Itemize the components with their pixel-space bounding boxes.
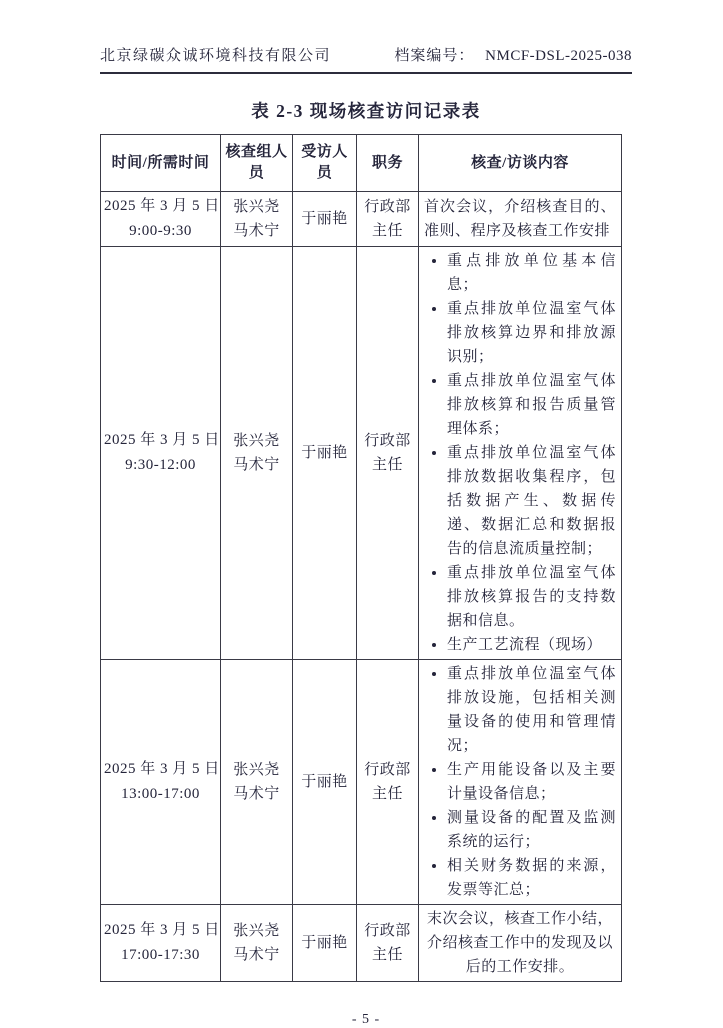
cell-verifiers bbox=[221, 660, 293, 905]
position-line: 主任 bbox=[371, 457, 403, 473]
cell-time bbox=[101, 192, 221, 247]
cell-interviewee: 于丽艳 bbox=[293, 905, 357, 982]
content-text: 末次会议，核查工作小结，介绍核查工作中的发现及以后的工作安排。 bbox=[426, 911, 613, 975]
verifier-name: 马术宁 bbox=[233, 457, 280, 473]
cell-interviewee: 于丽艳 bbox=[293, 660, 357, 905]
content-bullet-item: • 测量设备的配置及监测系统的运行； bbox=[447, 806, 616, 854]
row-time: 13:00-17:00 bbox=[121, 786, 200, 802]
position-line: 行政部 bbox=[364, 923, 411, 939]
cell-time bbox=[101, 247, 221, 660]
cell-content bbox=[419, 905, 622, 982]
record-table-head bbox=[101, 135, 622, 192]
cell-content bbox=[419, 660, 622, 905]
cell-verifiers bbox=[221, 247, 293, 660]
cell-interviewee: 于丽艳 bbox=[293, 247, 357, 660]
verifier-name: 张兴尧 bbox=[233, 762, 280, 778]
record-table bbox=[100, 134, 622, 982]
position-line: 主任 bbox=[371, 947, 403, 963]
cell-time bbox=[101, 905, 221, 982]
verifier-name: 张兴尧 bbox=[233, 199, 280, 215]
record-table-body bbox=[101, 192, 622, 982]
row-time: 9:30-12:00 bbox=[125, 457, 196, 473]
cell-position bbox=[357, 905, 419, 982]
cell-verifiers bbox=[221, 905, 293, 982]
table-row bbox=[101, 247, 622, 660]
verifier-name: 马术宁 bbox=[233, 947, 280, 963]
content-bullet-list bbox=[424, 662, 616, 902]
verifier-name: 张兴尧 bbox=[233, 923, 280, 939]
cell-content bbox=[419, 247, 622, 660]
verifier-name: 马术宁 bbox=[233, 223, 280, 239]
content-bullet-item: • 重点排放单位温室气体排放设施，包括相关测量设备的使用和管理情况； bbox=[447, 662, 616, 758]
col-header-verifiers: 核查组人员 bbox=[221, 135, 293, 192]
position-line: 行政部 bbox=[364, 433, 411, 449]
archive-field bbox=[394, 44, 632, 65]
col-header-content: 核查/访谈内容 bbox=[419, 135, 622, 192]
position-line: 行政部 bbox=[364, 199, 411, 215]
row-time: 9:00-9:30 bbox=[129, 223, 192, 239]
table-row bbox=[101, 660, 622, 905]
content-bullet-item: • 生产工艺流程（现场） bbox=[447, 633, 616, 657]
content-bullet-item: • 相关财务数据的来源，发票等汇总； bbox=[447, 854, 616, 902]
row-date: 2025 年 3 月 5 日 bbox=[104, 922, 220, 938]
cell-position bbox=[357, 660, 419, 905]
col-header-time: 时间/所需时间 bbox=[101, 135, 221, 192]
row-date: 2025 年 3 月 5 日 bbox=[104, 432, 220, 448]
row-date: 2025 年 3 月 5 日 bbox=[104, 761, 220, 777]
table-row bbox=[101, 905, 622, 982]
content-bullet-list bbox=[424, 249, 616, 657]
verifier-name: 马术宁 bbox=[233, 786, 280, 802]
table-row bbox=[101, 192, 622, 247]
table-title: 表 2-3 现场核查访问记录表 bbox=[251, 101, 481, 121]
content-bullet-item: • 重点排放单位基本信息； bbox=[447, 249, 616, 297]
cell-interviewee: 于丽艳 bbox=[293, 192, 357, 247]
cell-content bbox=[419, 192, 622, 247]
content-bullet-item: • 重点排放单位温室气体排放核算报告的支持数据和信息。 bbox=[447, 561, 616, 633]
position-line: 行政部 bbox=[364, 762, 411, 778]
page-header bbox=[100, 44, 632, 74]
position-line: 主任 bbox=[371, 223, 403, 239]
content-bullet-item: • 重点排放单位温室气体排放核算边界和排放源识别； bbox=[447, 297, 616, 369]
header-row bbox=[101, 135, 622, 192]
page-number: - 5 - bbox=[351, 1012, 381, 1027]
content-bullet-item: • 重点排放单位温室气体排放核算和报告质量管理体系； bbox=[447, 369, 616, 441]
content-text: 首次会议，介绍核查目的、准则、程序及核查工作安排 bbox=[424, 199, 616, 239]
archive-number: NMCF-DSL-2025-038 bbox=[485, 48, 632, 64]
content-bullet-item: • 生产用能设备以及主要计量设备信息； bbox=[447, 758, 616, 806]
cell-position bbox=[357, 192, 419, 247]
cell-time bbox=[101, 660, 221, 905]
content-bullet-item: • 重点排放单位温室气体排放数据收集程序，包括数据产生、数据传递、数据汇总和数据报告的信息流质量控制； bbox=[447, 441, 616, 561]
archive-label: 档案编号： bbox=[394, 48, 475, 64]
position-line: 主任 bbox=[371, 786, 403, 802]
cell-position bbox=[357, 247, 419, 660]
col-header-interviewee: 受访人员 bbox=[293, 135, 357, 192]
cell-verifiers bbox=[221, 192, 293, 247]
company-name: 北京绿碳众诚环境科技有限公司 bbox=[100, 48, 332, 64]
col-header-position: 职务 bbox=[357, 135, 419, 192]
row-time: 17:00-17:30 bbox=[121, 947, 200, 963]
row-date: 2025 年 3 月 5 日 bbox=[104, 198, 220, 214]
verifier-name: 张兴尧 bbox=[233, 433, 280, 449]
